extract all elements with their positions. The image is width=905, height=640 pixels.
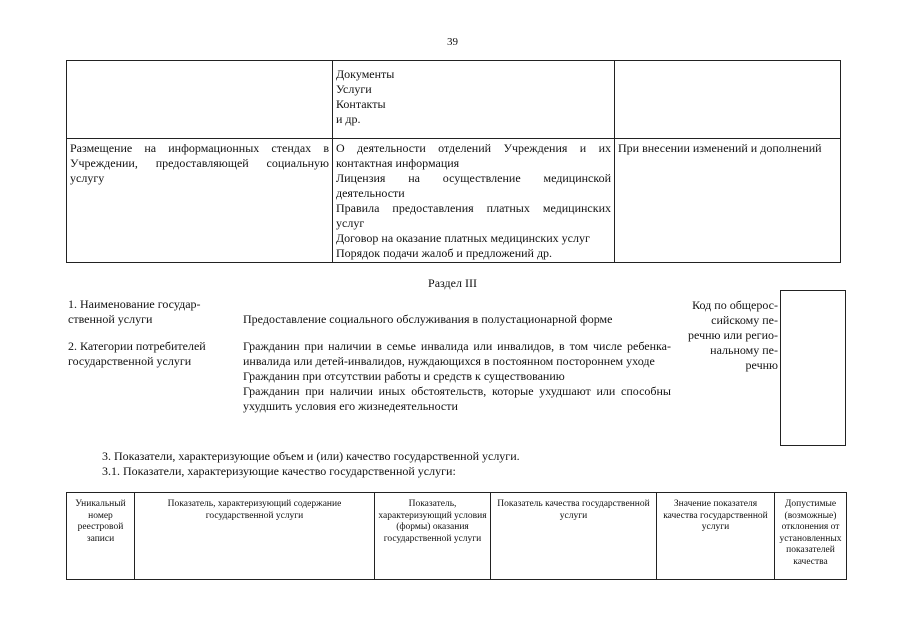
- content-line: Порядок подачи жалоб и предложений др.: [336, 246, 553, 260]
- service-name-value: Предоставление социального обслуживания в полустационарной форме: [243, 312, 613, 326]
- content-line: Договор на оказание платных медицинских услуг: [336, 231, 590, 245]
- table-cell-method: [67, 61, 333, 139]
- indicators-subheading: 3.1. Показатели, характеризующие качество государственной услуги:: [102, 464, 456, 478]
- header-indicator-value: Значение показателя качества государственной услуги: [657, 493, 775, 580]
- information-methods-table: [66, 60, 841, 263]
- header-conditions-indicator: Показатель, характеризующий условия (формы) оказания государственной услуги: [375, 493, 491, 580]
- category-item: Гражданин при наличии иных обстоятельств, которые ухудшают или способны ухудшить условия его жизнедеятельности: [243, 384, 671, 413]
- content-line: Услуги: [336, 82, 372, 96]
- table-row: [67, 139, 841, 263]
- label-line: 2. Категории потребителей: [68, 339, 206, 353]
- table-row: [67, 61, 841, 139]
- content-line: Документы: [336, 67, 395, 81]
- service-name-label: [68, 297, 201, 327]
- consumer-categories-value: [243, 339, 671, 414]
- label-line: 1. Наименование государ-: [68, 297, 201, 311]
- content-line: и др.: [336, 112, 361, 126]
- content-line: Правила предоставления платных медицинских услуг: [336, 201, 611, 230]
- table-header-row: [67, 493, 847, 580]
- category-item: Гражданин при отсутствии работы и средств к существованию: [243, 369, 565, 383]
- header-allowed-deviations: Допустимые (возможные) отклонения от установленных показателей качества: [775, 493, 847, 580]
- section-title: Раздел III: [428, 276, 477, 290]
- content-line: О деятельности отделений Учреждения и их контактная информация: [336, 141, 611, 170]
- consumer-categories-label: [68, 339, 206, 369]
- label-line: государственной услуги: [68, 354, 192, 368]
- content-line: Контакты: [336, 97, 386, 111]
- code-label-line: сийскому пе-: [711, 313, 778, 327]
- header-quality-indicator: Показатель качества государственной услуги: [491, 493, 657, 580]
- code-label-line: речню: [745, 358, 778, 372]
- page-number: 39: [447, 36, 458, 48]
- code-label-line: речню или регио-: [688, 328, 778, 342]
- code-box: [780, 290, 846, 446]
- content-line: Лицензия на осуществление медицинской деятельности: [336, 171, 611, 200]
- table-cell-frequency: [615, 61, 841, 139]
- table-cell-method: Размещение на информационных стендах в Учреждении, предоставляющей социальную услугу: [67, 139, 333, 263]
- table-cell-content: [333, 61, 615, 139]
- code-label: [676, 298, 778, 373]
- category-item: Гражданин при наличии в семье инвалида или инвалидов, в том числе ребенка-инвалида или детей-инвалидов, нуждающихся в постоянном постороннем уходе: [243, 339, 671, 368]
- quality-indicators-table: [66, 492, 847, 580]
- label-line: ственной услуги: [68, 312, 153, 326]
- code-label-line: Код по общерос-: [692, 298, 778, 312]
- code-label-line: нальному пе-: [710, 343, 778, 357]
- header-content-indicator: Показатель, характеризующий содержание государственной услуги: [135, 493, 375, 580]
- table-cell-content: [333, 139, 615, 263]
- table-cell-frequency: При внесении изменений и дополнений: [615, 139, 841, 263]
- indicators-heading: 3. Показатели, характеризующие объем и (или) качество государственной услуги.: [102, 449, 520, 463]
- header-registry-number: Уникальный номер реестровой записи: [67, 493, 135, 580]
